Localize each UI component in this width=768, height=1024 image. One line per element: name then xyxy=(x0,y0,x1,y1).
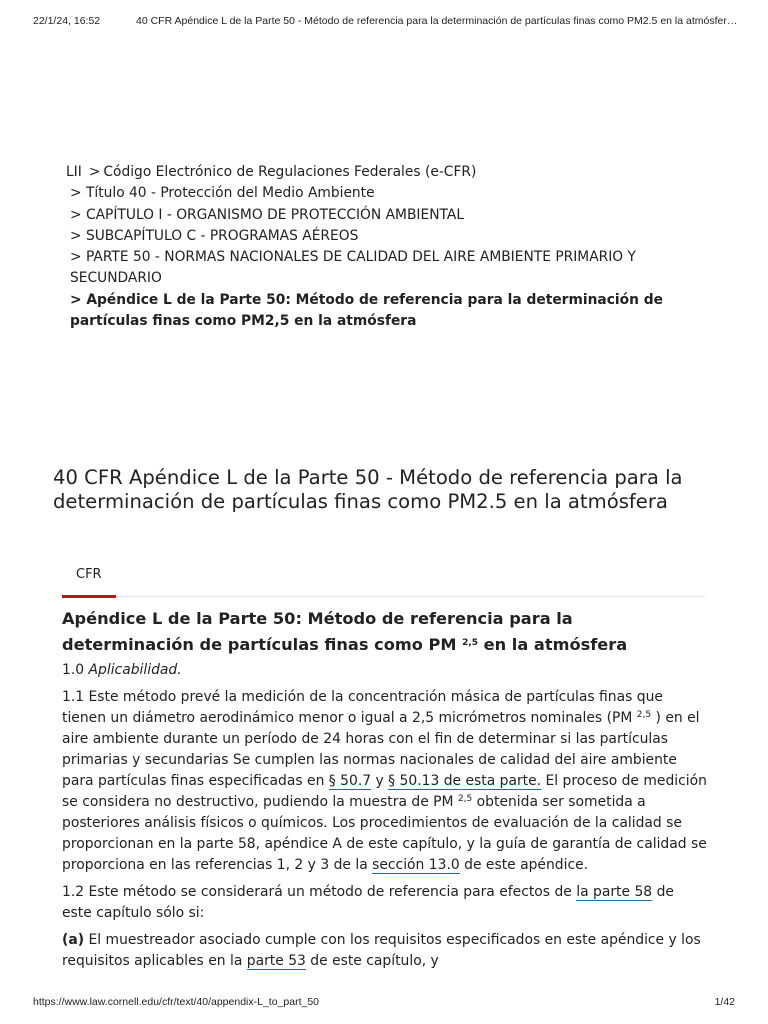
breadcrumb-item-subchapter-c[interactable]: SUBCAPÍTULO C - PROGRAMAS AÉREOS xyxy=(85,227,359,244)
link-part-53[interactable]: parte 53 xyxy=(246,953,306,969)
print-footer xyxy=(33,996,735,1008)
breadcrumb-item-chapter-1[interactable]: CAPÍTULO I - ORGANISMO DE PROTECCIÓN AMBIENTAL xyxy=(85,206,465,223)
print-url: https://www.law.cornell.edu/cfr/text/40/appendix-L_to_part_50 xyxy=(33,996,320,1008)
breadcrumb-line-5 xyxy=(66,247,666,290)
section-1-2-a xyxy=(62,930,707,972)
breadcrumb-line-1 xyxy=(66,162,666,183)
breadcrumb xyxy=(66,162,666,332)
section-1-2-a-text-b: de este capítulo, y xyxy=(305,953,439,969)
section-1-0 xyxy=(62,660,707,681)
section-1-2-a-text-a: El muestreador asociado cumple con los requisitos especificados en este apéndice y los requisitos aplicables en la xyxy=(62,932,701,969)
breadcrumb-separator: > xyxy=(88,164,101,180)
print-header xyxy=(33,15,743,27)
section-1-1-sup-1: 2,5 xyxy=(636,710,652,720)
section-1-1-text-c: y xyxy=(371,773,389,789)
page-title: 40 CFR Apéndice L de la Parte 50 - Método de referencia para la determinación de partículas finas como PM2.5 en la atmósfera xyxy=(53,466,683,513)
breadcrumb-separator: > xyxy=(70,185,82,202)
breadcrumb-separator: > xyxy=(70,249,82,266)
print-doc-title: 40 CFR Apéndice L de la Parte 50 - Método de referencia para la determinación de partículas finas como PM2.5 en la atmósfer… xyxy=(136,15,738,27)
breadcrumb-line-6 xyxy=(66,290,666,333)
breadcrumb-current-item: Apéndice L de la Parte 50: Método de referencia para la determinación de partículas finas como PM2,5 en la atmósfera xyxy=(70,291,663,330)
section-1-2-text-a: 1.2 Este método se considerará un método de referencia para efectos de xyxy=(62,884,577,900)
section-1-2-a-label: (a) xyxy=(62,932,85,948)
section-1-0-number: 1.0 xyxy=(62,662,85,678)
breadcrumb-separator: > xyxy=(70,227,82,244)
appendix-heading-tail: en la atmósfera xyxy=(478,635,628,654)
section-1-1 xyxy=(62,687,707,876)
link-section-13-0[interactable]: sección 13.0 xyxy=(372,857,460,873)
section-1-2 xyxy=(62,882,707,924)
breadcrumb-root-link[interactable]: LII xyxy=(66,164,82,180)
breadcrumb-line-3 xyxy=(66,205,666,226)
appendix-heading xyxy=(62,606,707,658)
section-1-1-sup-2: 2,5 xyxy=(457,794,473,804)
breadcrumb-item-title-40[interactable]: Título 40 - Protección del Medio Ambiente xyxy=(85,185,375,202)
breadcrumb-item-part-50[interactable]: PARTE 50 - NORMAS NACIONALES DE CALIDAD DEL AIRE AMBIENTE PRIMARIO Y SECUNDARIO xyxy=(70,249,636,287)
section-1-1-text-b: ) en el aire ambiente durante un período de 24 horas con el fin de determinar si las partículas primarias y secundarias Se cumplen las normas nacionales de calidad del aire ambiente para partículas finas especificadas en xyxy=(62,710,700,789)
section-1-1-text-f: de este apéndice. xyxy=(459,857,589,873)
breadcrumb-separator: > xyxy=(70,291,82,308)
print-datetime: 22/1/24, 16:52 xyxy=(33,15,101,27)
breadcrumb-line-4 xyxy=(66,226,666,247)
section-1-1-text-e: obtenida ser sometida a posteriores análisis físicos o químicos. Los procedimientos de evaluación de la calidad se proporcionan en la parte 58, apéndice A de este capítulo, y la guía de garantía de calidad se proporciona en las referencias 1, 2 y 3 de la xyxy=(62,794,707,873)
section-1-1-text-a: 1.1 Este método prevé la medición de la concentración másica de partículas finas que tienen un diámetro aerodinámico menor o igual a 2,5 micrómetros nominales (PM xyxy=(62,689,663,726)
print-page-number: 1/42 xyxy=(714,996,735,1008)
appendix-heading-sup: 2,5 xyxy=(462,638,479,648)
section-1-0-title: Aplicabilidad. xyxy=(88,662,182,678)
breadcrumb-separator: > xyxy=(70,206,82,223)
breadcrumb-item-ecfr[interactable]: Código Electrónico de Regulaciones Federales (e-CFR) xyxy=(103,164,477,180)
section-1-1-text-d: El proceso de medición se considera no destructivo, pudiendo la muestra de PM xyxy=(62,773,707,810)
link-part-58[interactable]: la parte 58 xyxy=(576,884,653,900)
tab-cfr[interactable]: CFR xyxy=(62,562,116,598)
link-section-50-7[interactable]: § 50.7 xyxy=(328,773,372,789)
tab-bar xyxy=(62,562,705,597)
link-section-50-13[interactable]: § 50.13 de esta parte. xyxy=(388,773,542,789)
section-1-2-text-b: de este capítulo sólo si: xyxy=(62,884,674,921)
appendix-heading-text: Apéndice L de la Parte 50: Método de referencia para la determinación de partículas finas como PM xyxy=(62,609,573,654)
breadcrumb-line-2 xyxy=(66,183,666,204)
article-body xyxy=(62,606,707,978)
